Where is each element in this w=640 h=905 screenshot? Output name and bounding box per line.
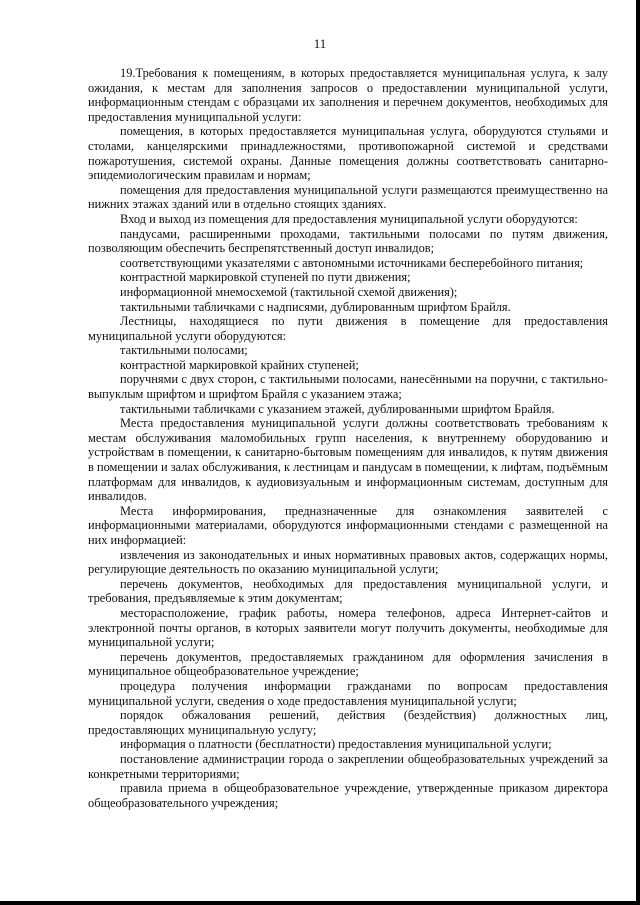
paragraph: перечень документов, необходимых для предоставления муниципальной услуги, и требования, предъявляемые к этим документам; bbox=[88, 576, 608, 606]
paragraph: Лестницы, находящиеся по пути движения в помещение для предоставления муниципальной услуги оборудуются: bbox=[88, 314, 608, 343]
paragraph: перечень документов, предоставляемых гражданином для оформления зачисления в муниципальное общеобразовательное учреждение; bbox=[88, 649, 608, 679]
paragraph: тактильными полосами; bbox=[120, 343, 248, 358]
paragraph: информационной мнемосхемой (тактильной схемой движения); bbox=[120, 284, 458, 299]
paragraph: тактильными табличками с указанием этажей, дублированными шрифтом Брайля. bbox=[120, 401, 555, 416]
paragraph: контрастной маркировкой крайних ступеней; bbox=[120, 357, 359, 372]
paragraph: Места информирования, предназначенные для ознакомления заявителей с информационными материалами, оборудуются информационными стендами с размещенной на них информацией: bbox=[88, 503, 608, 547]
paragraph: помещения, в которых предоставляется муниципальная услуга, оборудуются стульями и столами, канцелярскими принадлежностями, противопожарной системой и средствами пожаротушения, системой охраны. Данные помещения должны соответствовать санитарно-эпидемиологическим правилам и нормам; bbox=[88, 124, 608, 183]
paragraph: тактильными табличками с надписями, дублированным шрифтом Брайля. bbox=[120, 299, 511, 314]
paragraph: помещения для предоставления муниципальной услуги размещаются преимущественно на нижних этажах зданий или в отдельно стоящих зданиях. bbox=[88, 182, 608, 212]
paragraph: контрастной маркировкой ступеней по пути движения; bbox=[120, 270, 411, 285]
paragraph: порядок обжалования решений, действия (бездействия) должностных лиц, предоставляющих муниципальную услугу; bbox=[88, 708, 608, 737]
paragraph: месторасположение, график работы, номера телефонов, адреса Интернет-сайтов и электронной почты органов, в которых заявители могут получить документы, необходимые для муниципальной услуги; bbox=[88, 605, 608, 650]
paragraph: информация о платности (бесплатности) предоставления муниципальной услуги; bbox=[120, 737, 552, 752]
document-body bbox=[88, 66, 608, 810]
paragraph: соответствующими указателями с автономными источниками бесперебойного питания; bbox=[120, 255, 584, 270]
page-number: 11 bbox=[313, 36, 327, 51]
paragraph: извлечения из законодательных и иных нормативных правовых актов, содержащих нормы, регулирующие деятельность по оказанию муниципальной услуги; bbox=[88, 547, 608, 577]
paragraph: постановление администрации города о закреплении общеобразовательных учреждений за конкретными территориями; bbox=[88, 751, 608, 781]
paragraph: пандусами, расширенными проходами, тактильными полосами по путям движения, позволяющим обеспечить беспрепятственный доступ инвалидов; bbox=[88, 226, 608, 256]
paragraph: Места предоставления муниципальной услуги должны соответствовать требованиям к местам обслуживания маломобильных групп населения, к внутреннему оборудованию и устройствам в помещении, к санитарно-бытовым помещениям для инвалидов, к путям движения в помещении и залах обслуживания, к лестницам и пандусам в помещении, к лифтам, подъёмным платформам для инвалидов, к аудиовизуальным и информационным системам, доступным для инвалидов. bbox=[88, 416, 608, 504]
paragraph: Вход и выход из помещения для предоставления муниципальной услуги оборудуются: bbox=[120, 211, 578, 226]
paragraph: 19.Требования к помещениям, в которых предоставляется муниципальная услуга, к залу ожидания, к местам для заполнения запросов о предоставлении муниципальной услуги, информационным стендам с образцами их заполнения и перечнем документов, необходимых для предоставления муниципальной услуги: bbox=[88, 66, 608, 124]
paragraph: правила приема в общеобразовательное учреждение, утвержденные приказом директора общеобразовательного учреждения; bbox=[88, 781, 608, 810]
paragraph: поручнями с двух сторон, с тактильными полосами, нанесёнными на поручни, с тактильно-выпуклым шрифтом и шрифтом Брайля с указанием этажа; bbox=[88, 372, 608, 402]
paragraph: процедура получения информации гражданами по вопросам предоставления муниципальной услуги, сведения о ходе предоставления муниципальной услуги; bbox=[88, 678, 608, 708]
